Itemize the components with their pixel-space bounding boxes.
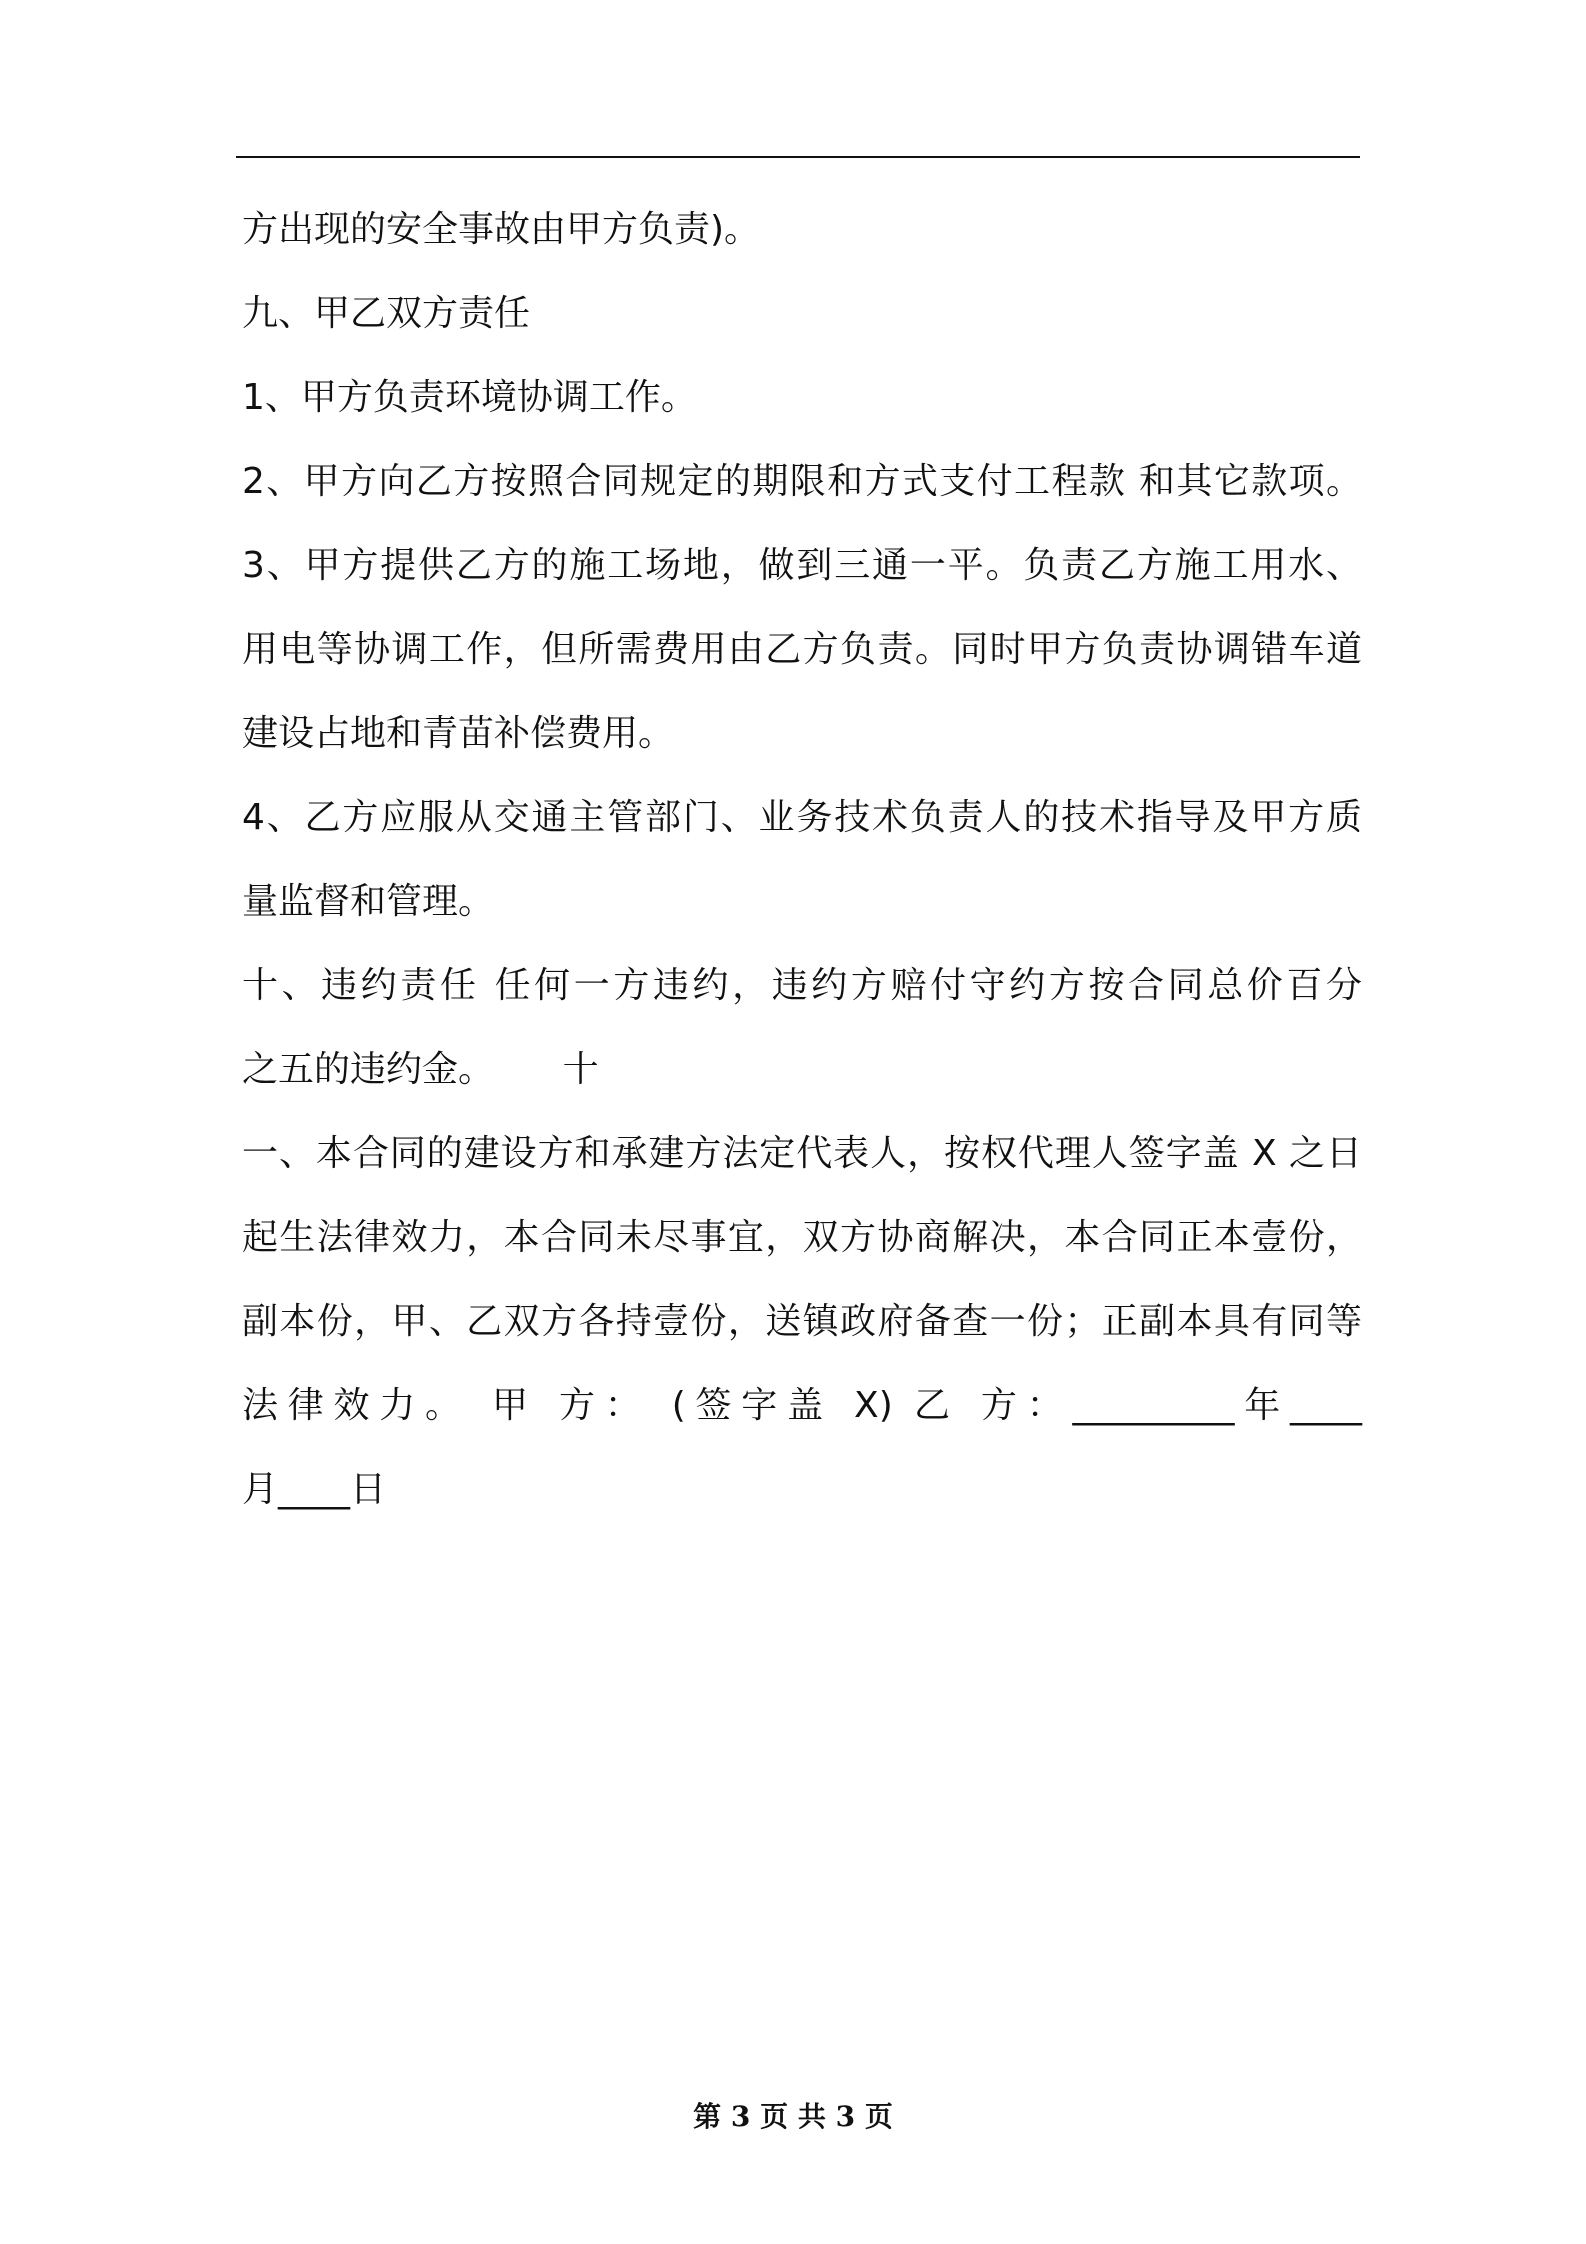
text-line-7: 建设占地和青苗补偿费用。 [242,713,675,754]
header-rule [236,156,1360,158]
text-line-12: 一、本合同的建设方和承建方法定代表人，按权代理人签字盖 X 之日 [242,1133,1362,1174]
text-line-9: 量监督和管理。 [242,881,495,922]
document-body [242,188,1362,1532]
text-line-1: 方出现的安全事故由甲方负责)。 [242,209,761,250]
text-line-13: 起生法律效力，本合同未尽事宜，双方协商解决，本合同正本壹份， [242,1217,1362,1258]
text-line-4: 2、甲方向乙方按照合同规定的期限和方式支付工程款 和其它款项。 [242,461,1362,502]
text-line-16: 月____日 [242,1469,387,1510]
text-line-10: 十、违约责任 任何一方违约，违约方赔付守约方按合同总价百分 [242,965,1362,1006]
text-line-15: 法律效力。 甲 方： (签字盖 X) 乙 方：_________年____ [242,1385,1362,1426]
page-number-footer: 第 3 页 共 3 页 [693,2100,893,2133]
text-line-11: 之五的违约金。 十 [242,1049,599,1090]
text-line-6: 用电等协调工作，但所需费用由乙方负责。同时甲方负责协调错车道 [242,629,1362,670]
text-line-14: 副本份，甲、乙双方各持壹份，送镇政府备查一份；正副本具有同等 [242,1301,1362,1342]
text-line-5: 3、甲方提供乙方的施工场地，做到三通一平。负责乙方施工用水、 [242,545,1362,586]
text-line-2: 九、甲乙双方责任 [242,293,531,334]
text-line-3: 1、甲方负责环境协调工作。 [242,377,697,418]
text-line-8: 4、乙方应服从交通主管部门、业务技术负责人的技术指导及甲方质 [242,797,1362,838]
